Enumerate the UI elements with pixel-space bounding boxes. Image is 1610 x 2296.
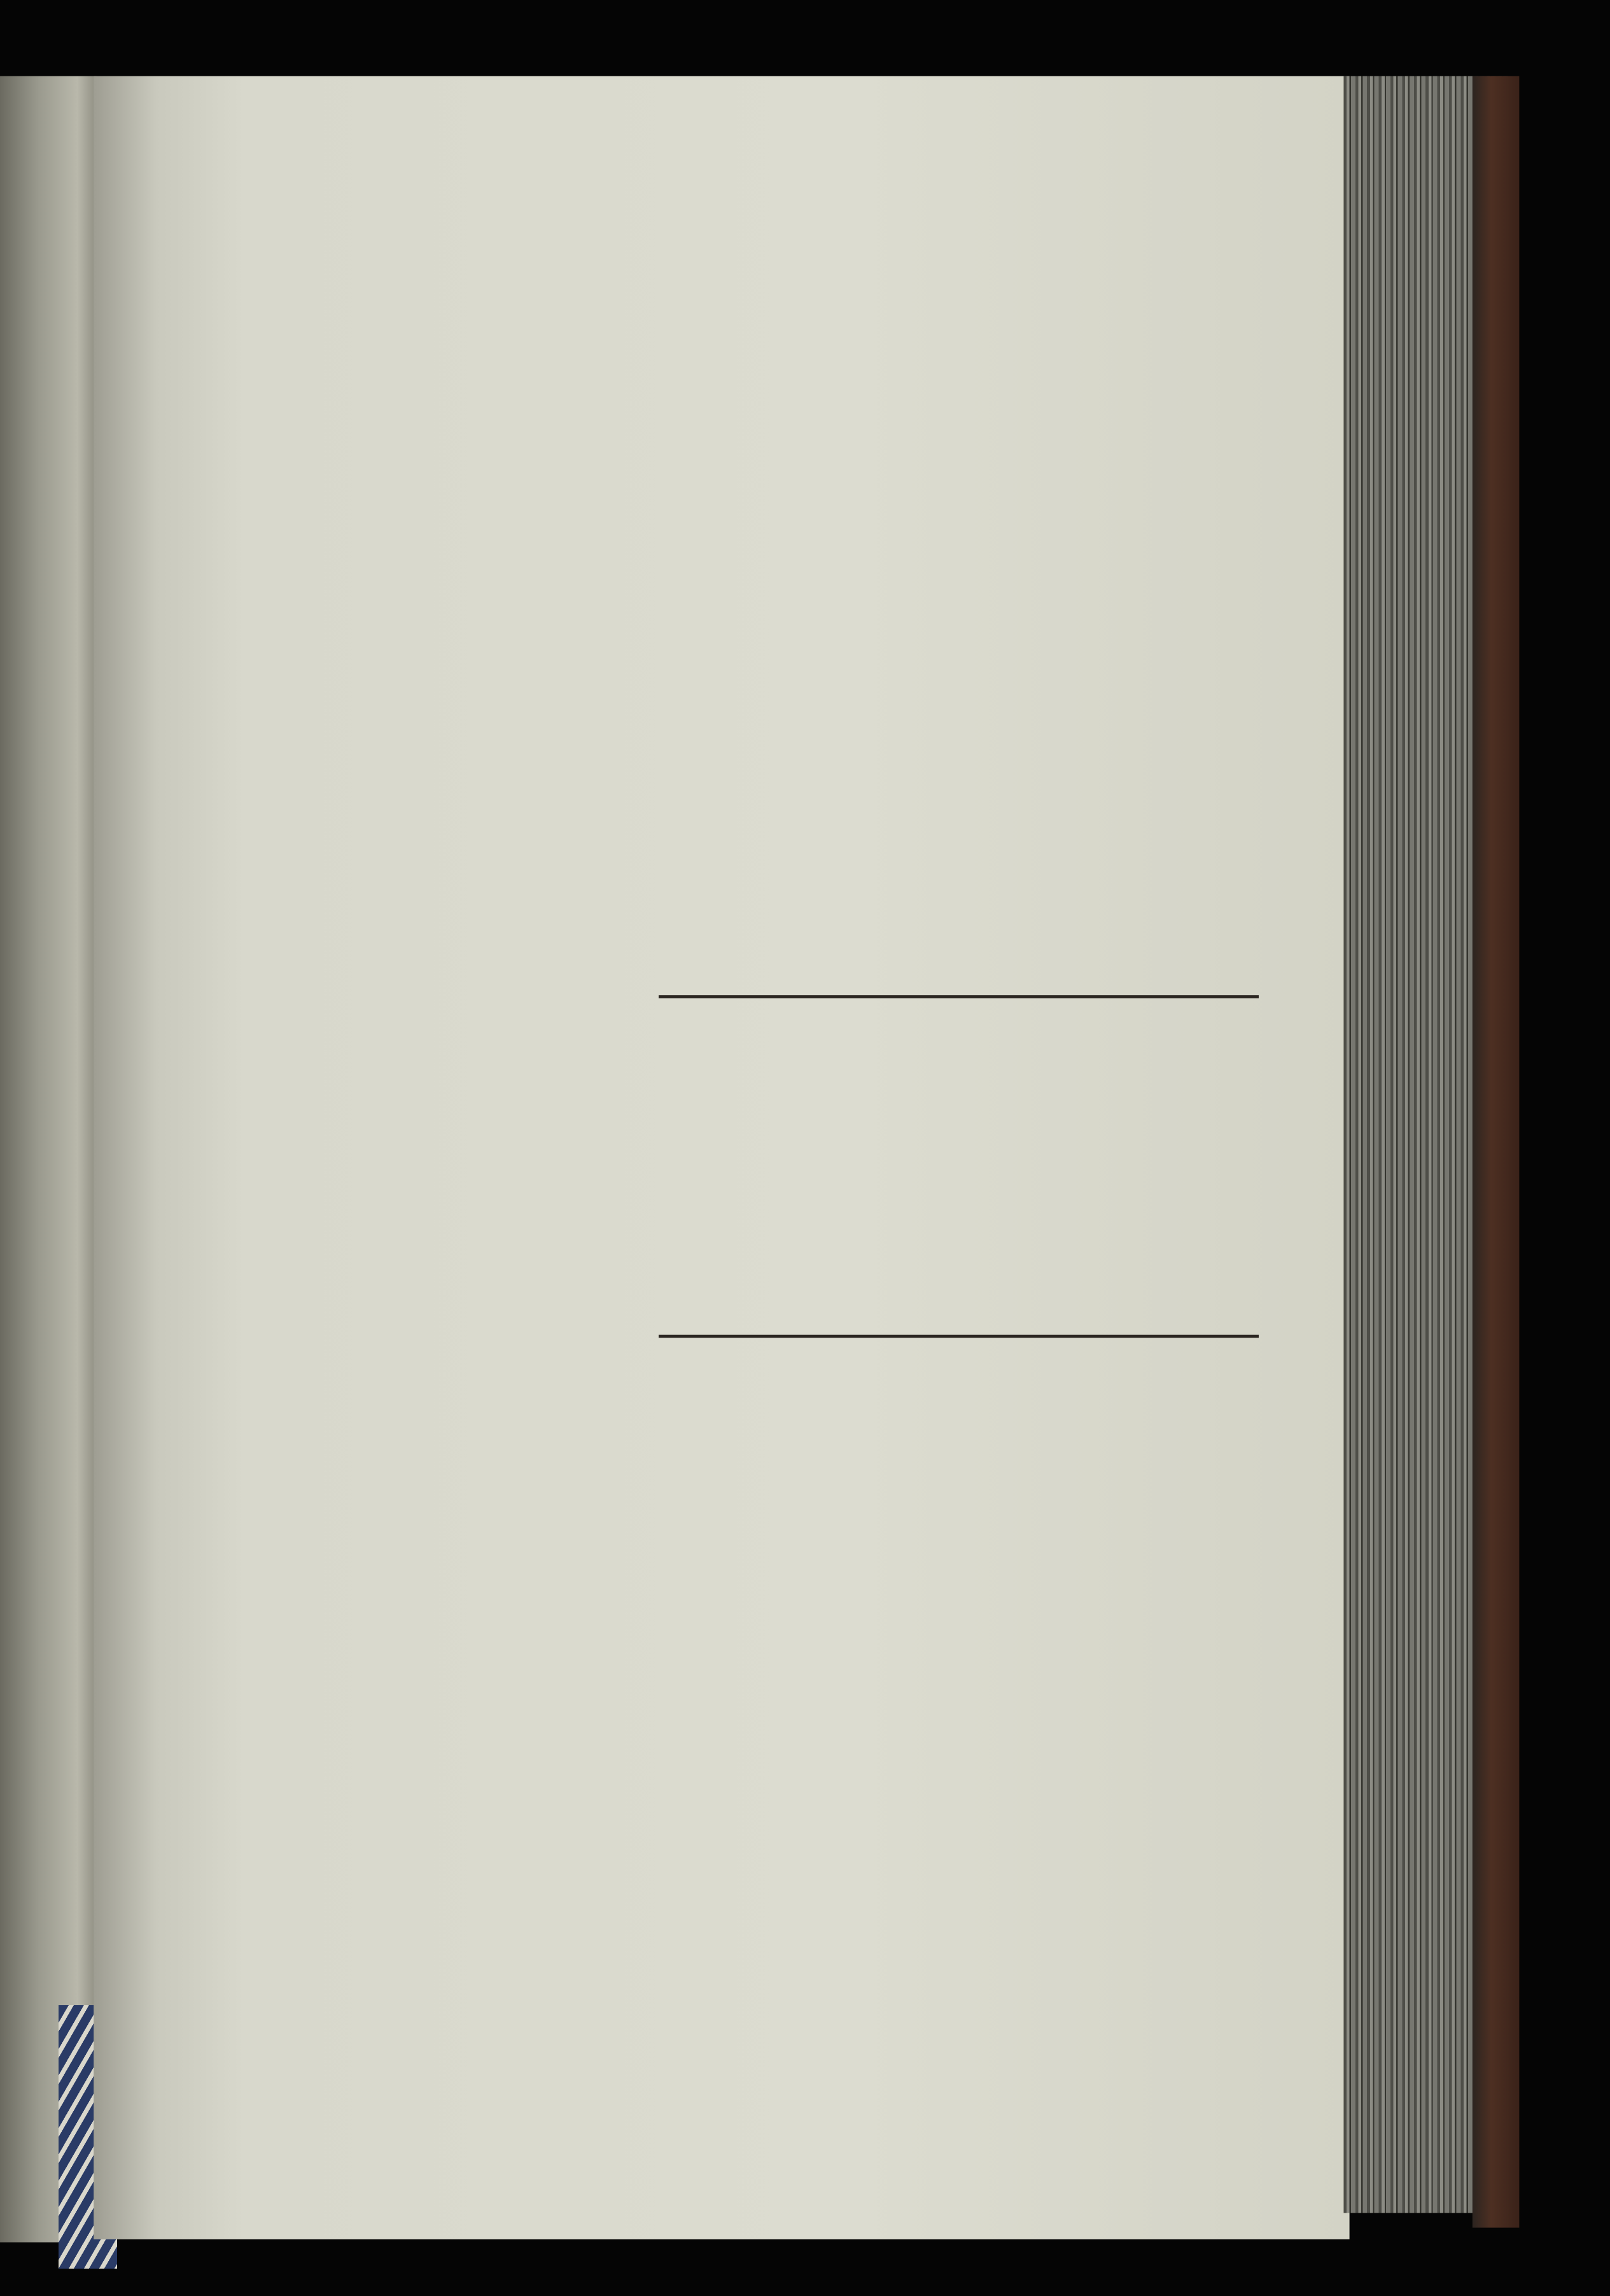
karaim-total-rule xyxy=(659,1335,1259,1338)
total-rule xyxy=(659,995,1259,998)
left-page-edge xyxy=(0,76,97,2243)
book-cover xyxy=(1473,76,1520,2228)
book-page xyxy=(94,76,1349,2239)
